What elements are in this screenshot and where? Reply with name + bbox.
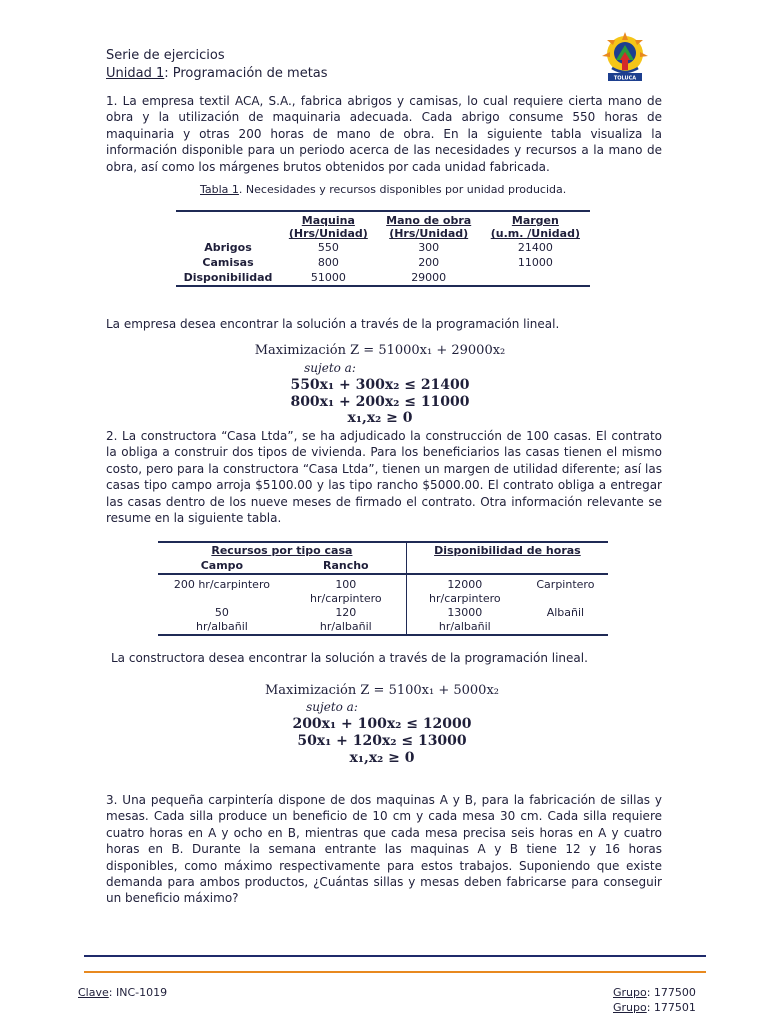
table-row <box>158 574 608 606</box>
table-cell: 800 <box>317 256 339 269</box>
table-cell: 21400 <box>517 241 553 254</box>
table-cell: 200 <box>418 256 440 269</box>
table-cell: 13000 hr/albañil <box>438 606 491 633</box>
table-1-row-label: Abrigos <box>204 241 252 254</box>
table-2-group-disponibilidad: Disponibilidad de horas <box>434 544 581 557</box>
footer-clave <box>78 986 167 999</box>
model-1-constraint-1: 550x₁ + 300x₂ ≤ 21400 <box>290 377 470 393</box>
table-2-group-row <box>158 542 608 558</box>
table-cell: 11000 <box>517 256 553 269</box>
footer-grupo-2-label: Grupo <box>613 1001 647 1014</box>
table-2-header-empty-1 <box>406 558 523 574</box>
table-cell <box>481 270 590 286</box>
model-2-nonnegativity: x₁,x₂ ≥ 0 <box>349 750 415 766</box>
logo-text: TOLUCA <box>613 75 637 82</box>
table-2-subheader-row <box>158 558 608 574</box>
table-cell: 120 hr/albañil <box>286 606 407 635</box>
table-cell: Albañil <box>546 606 585 619</box>
footer-grupo-1-value: : 177500 <box>646 986 696 999</box>
footer-rule-blue <box>84 955 706 957</box>
table-1-caption-text: . Necesidades y recursos disponibles por unidad producida. <box>238 183 567 196</box>
table-cell: 50 hr/albañil <box>196 606 248 633</box>
table-1-header-mano-obra: Mano de obra (Hrs/Unidad) <box>386 214 472 240</box>
table-2-group-recursos: Recursos por tipo casa <box>158 542 406 558</box>
table-1 <box>176 210 590 287</box>
footer-clave-label: Clave <box>78 986 109 999</box>
table-cell: 300 <box>418 241 440 254</box>
model-2-constraint-2: 50x₁ + 120x₂ ≤ 13000 <box>297 733 467 749</box>
footer-grupo-2-value: : 177501 <box>646 1001 696 1014</box>
model-1-nonnegativity: x₁,x₂ ≥ 0 <box>347 410 413 426</box>
table-2-header-rancho: Rancho <box>286 558 407 574</box>
table-row <box>176 270 590 286</box>
exercise-1-text: 1. La empresa textil ACA, S.A., fabrica abrigos y camisas, lo cual requiere cierta mano de obra y la utilización de maquinaria adecuada. Cada abrigo consume 550 horas de maquinaria y otras 200 horas de mano de obra. En la siguiente tabla visualiza la información disponible para un periodo acerca de las necesidades y recursos a la mano de obra, así como los márgenes brutos obtenidos por cada unidad fabricada. <box>106 94 662 174</box>
table-cell: 100 hr/carpintero <box>286 574 407 606</box>
table-2 <box>158 541 608 636</box>
series-title: Serie de ejercicios <box>106 48 225 63</box>
footer-clave-value: : INC-1019 <box>108 986 168 999</box>
exercise-2-intro: La constructora desea encontrar la solución a través de la programación lineal. <box>111 651 588 665</box>
model-1-subject: sujeto a: <box>304 361 356 375</box>
table-cell: 29000 <box>411 271 447 284</box>
table-1-corner <box>176 211 280 240</box>
table-1-caption-label: Tabla 1 <box>200 183 239 196</box>
model-1-objective: Maximización Z = 51000x₁ + 29000x₂ <box>254 343 506 358</box>
model-2-constraint-1: 200x₁ + 100x₂ ≤ 12000 <box>292 716 472 732</box>
unit-title: : Programación de metas <box>164 66 328 81</box>
table-1-row-label: Camisas <box>202 256 254 269</box>
footer-rule-orange <box>84 971 706 973</box>
exercise-1-intro: La empresa desea encontrar la solución a través de la programación lineal. <box>106 317 560 331</box>
footer-grupo-2 <box>613 1001 696 1014</box>
table-cell: Carpintero <box>536 578 595 591</box>
exercise-3-text: 3. Una pequeña carpintería dispone de dos maquinas A y B, para la fabricación de sillas y mesas. Cada silla produce un beneficio de 10 cm y cada mesa 30 cm. Cada silla requiere cuatro horas en A y ocho en B, mientras que cada mesa precisa seis horas en A y cuatro horas en B. Durante la semana entrante las maquinas A y B tiene 12 y 16 horas disponibles, como máximo respectivamente para estos trabajos. Suponiendo que existe demanda para ambos productos, ¿Cuántas sillas y mesas deben fabricarse para conseguir un beneficio máximo? <box>106 793 662 906</box>
table-1-header-row <box>176 211 590 240</box>
table-2-header-campo: Campo <box>200 559 244 572</box>
model-2-subject: sujeto a: <box>306 700 358 714</box>
table-cell: 550 <box>317 241 339 254</box>
logo-emblem-icon <box>598 30 652 84</box>
exercise-2-text: 2. La constructora “Casa Ltda”, se ha adjudicado la construcción de 100 casas. El contrato la obliga a construir dos tipos de vivienda. Para los beneficiarios las casas tienen el mismo costo, pero para la constructora “Casa Ltda”, tienen un margen de utilidad diferente; así las casas tipo campo arroja $5100.00 y las tipo rancho $5000.00. El contrato obliga a entregar las casas dentro de los nueve meses de firmado el contrato. Otra información relevante se resume en la siguiente tabla. <box>106 429 662 526</box>
table-cell: 12000 hr/carpintero <box>429 578 501 605</box>
model-2-objective: Maximización Z = 5100x₁ + 5000x₂ <box>264 683 499 698</box>
table-cell: 200 hr/carpintero <box>173 578 270 591</box>
table-row <box>176 255 590 270</box>
table-1-row-label: Disponibilidad <box>183 271 273 284</box>
table-1-header-maquina: Maquina (Hrs/Unidad) <box>288 214 368 240</box>
table-cell: 51000 <box>310 271 346 284</box>
unit-label: Unidad 1 <box>106 66 165 81</box>
table-2-header-empty-2 <box>523 558 608 574</box>
footer-grupo-1-label: Grupo <box>613 986 647 999</box>
school-logo <box>598 30 652 84</box>
table-1-header-margen: Margen (u.m. /Unidad) <box>490 214 580 240</box>
unit-heading <box>106 66 328 81</box>
table-1-caption <box>200 183 566 196</box>
table-row <box>176 240 590 255</box>
footer-grupo-1 <box>613 986 696 999</box>
table-row <box>158 606 608 635</box>
model-1-constraint-2: 800x₁ + 200x₂ ≤ 11000 <box>290 394 470 410</box>
